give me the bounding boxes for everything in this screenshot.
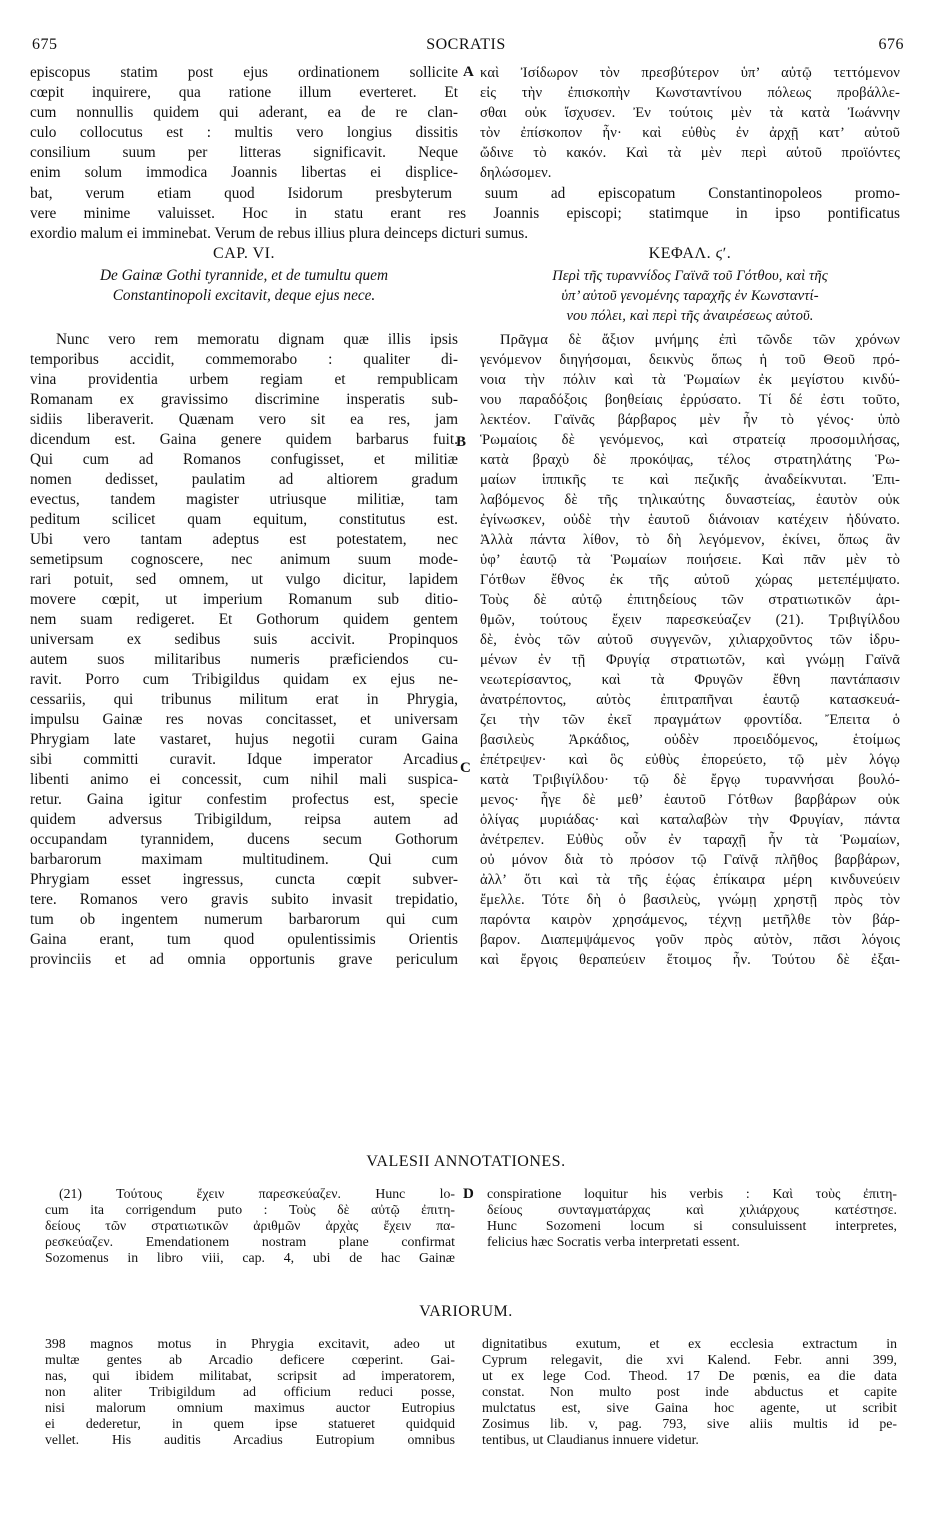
text-line: Nunc vero rem memoratu dignam quæ illis ipsis xyxy=(56,331,458,348)
text-line: Zosimus lib. v, pag. 793, sive aliis multis id pe- xyxy=(482,1416,897,1431)
text-line: ὑπ’ αὐτοῦ γενομένης ταραχῆς ἐν Κωνσταντί- xyxy=(561,288,819,304)
text-line: μαίων ἱππικῆς τε καὶ πεζικῆς ἀναδείκνυται. Ἐπι- xyxy=(480,472,900,488)
text-line: Romanam ex gravissimo discrimine insperatis sub- xyxy=(30,391,458,408)
text-line: Gaina erant, tum quod opulentissimis Orientis xyxy=(30,931,458,948)
text-line: universam ex sedibus suis accivit. Propinquos xyxy=(30,631,458,648)
text-line: cum nonnullis quidem qui aderant, ea de re clan- xyxy=(30,104,458,121)
text-line: peditum scilicet quam equitum, constitutus est. xyxy=(30,511,458,528)
text-line: βαρον. Διαπεμψάμενος γοῦν πρὸς αὐτὸν, πᾶσι λόγοις xyxy=(480,932,900,948)
text-line: λεκτέον. Γαϊνᾶς βάρβαρος μὲν ἦν τὸ γένος· ὑπὸ xyxy=(480,412,900,428)
annotations-left xyxy=(45,1186,455,1266)
text-line: tum ob ingentem numerum barbarorum qui cum xyxy=(30,911,458,928)
text-line: εἰς τὴν ἐπισκοπὴν Κωνσταντίνου πόλεως προβάλλε- xyxy=(480,85,900,101)
text-line: Ἀλλὰ πάντα λίθον, τὸ δὴ λεγόμενον, ἐκίνει, ὅπως ἂν xyxy=(480,532,900,548)
chapter-heading-greek: ΚΕΦΑΛ. ϛʹ. xyxy=(648,245,732,262)
text-line: Hunc Sozomeni locum si consuluissent interpretes, xyxy=(487,1218,897,1233)
text-line: provinciis et ad omnia opportunis grave periculum xyxy=(30,951,458,968)
text-line: ἀλλ’ ὅτι καὶ τὰ τῆς ἑῴας ἐπίκαιρα μέρη κινδυνεύειν xyxy=(480,872,900,888)
text-line: rari potuit, sed omnem, ut vulgo dicitur, lapidem xyxy=(30,571,458,588)
margin-letter-d: D xyxy=(463,1186,474,1202)
text-line: dignitatibus exutum, et ex ecclesia extractum in xyxy=(482,1336,897,1351)
chapter-subtitle-latin xyxy=(30,266,458,306)
text-line: ρεσκεύαζεν. Emendationem nostram plane confirmat xyxy=(45,1234,455,1249)
text-line: nomen dedisset, paulatim ad altiorem gradum xyxy=(30,471,458,488)
text-line: νεωτερίσαντος, καὶ τὰ Φρυγῶν ἔθνη παντάπασιν xyxy=(480,672,900,688)
text-line: dicendum est. Gaina genere quidem barbarus fuit. xyxy=(30,431,458,448)
text-line: nas, qui ibidem militabat, scripsit ad imperatorem, xyxy=(45,1368,455,1383)
text-line: γενόμενον διηγήσομαι, δεικνὺς ὅπως ἡ τοῦ Θεοῦ πρό- xyxy=(480,352,900,368)
text-line: μενος· ἦγε δὲ μεθ’ ἑαυτοῦ Γότθων βαρβάρων οὐκ xyxy=(480,792,900,808)
text-line: δείους συνταγματάρχας καὶ χιλιάρχους κατέστησε. xyxy=(487,1202,897,1217)
text-line: quidem adversus Tribigildum, reipsa autem ad xyxy=(30,811,458,828)
text-line: sidiis liberaverit. Quænam vero sit ea res, jam xyxy=(30,411,458,428)
text-line: Cyprum relegavit, die xvi Kalend. Febr. anni 399, xyxy=(482,1352,897,1367)
text-line: θμῶν, τούτους ἔχειν παρεσκεύαζεν (21). Τριβιγίλδου xyxy=(480,612,900,628)
text-line: δηλώσομεν. xyxy=(480,165,552,181)
text-line: νου παραδόξοις βοηθείαις ἐρρύσατο. Τί δέ ἐστι τοῦτο, xyxy=(480,392,900,408)
text-line: σθαι οὐκ ἴσχυσεν. Ἐν τούτοις μὲν τὰ κατὰ Ἰωάννην xyxy=(480,105,900,121)
text-line: οὐ μόνον διὰ τὸ πρόσον τῷ Γαϊνᾷ πλῆθος βαρβάρων, xyxy=(480,852,900,868)
chapter-subtitle-greek xyxy=(480,266,900,326)
text-line: occupandam tyrannidem, ducens secum Gothorum xyxy=(30,831,458,848)
text-line: consilium suum per litteras significavit. Neque xyxy=(30,144,458,161)
text-line: ἀνέτρεπεν. Εὐθὺς οὖν ἐν ταραχῇ ἦν τὰ Ῥωμαίων, xyxy=(480,832,900,848)
margin-letter-b: B xyxy=(456,434,467,450)
annotations-heading: VALESII ANNOTATIONES. xyxy=(366,1153,566,1170)
text-line: retur. Gaina igitur confestim profectus est, specie xyxy=(30,791,458,808)
text-line: Πρᾶγμα δὲ ἄξιον μνήμης ἐπὶ τῶνδε τῶν χρόνων xyxy=(500,332,900,348)
text-line: non aliter Tribigildum ad officium reduci posse, xyxy=(45,1384,455,1399)
text-line: cœpit inquirere, qua ratione illum everteret. Et xyxy=(30,84,458,101)
text-line: βασιλεὺς Ἀρκάδιος, οὐδὲν προειδόμενος, ἑτοίμως xyxy=(480,732,900,748)
text-line: mulctatus est, sive Gaina hoc agente, ut scribit xyxy=(482,1400,897,1415)
margin-letter-c: C xyxy=(460,760,471,776)
text-line: καὶ Ἰσίδωρον τὸν πρεσβύτερον ὑπ’ αὐτῷ τεττόμενον xyxy=(480,65,900,81)
text-line: De Gainæ Gothi tyrannide, et de tumultu quem xyxy=(99,267,389,284)
text-line: Ubi vero tantam adeptus est potestatem, nec xyxy=(30,531,458,548)
text-line: impulsu Gainæ res novas concitasset, et universam xyxy=(30,711,458,728)
text-line: κατὰ Τριβιγίλδου· τῷ δὲ ἔργῳ τυραννήσαι βουλό- xyxy=(480,772,900,788)
body-greek-column xyxy=(480,330,900,970)
top-greek-column xyxy=(480,63,900,183)
margin-letter-a: A xyxy=(463,64,474,80)
text-line: temporibus accidit, commemorabo : qualiter di- xyxy=(30,351,458,368)
text-line: vellet. His auditis Arcadius Eutropium omnibus xyxy=(45,1432,455,1447)
text-line: (21) Τούτους ἔχειν παρεσκεύαζεν. Hunc lo- xyxy=(59,1186,455,1201)
text-line: felicius hæc Socratis verba interpretati essent. xyxy=(487,1234,740,1249)
text-line: Qui cum ad Romanos confugisset, et militiæ xyxy=(30,451,458,468)
text-line: multæ gentes ab Arcadio deficere cœperint. Gai- xyxy=(45,1352,455,1367)
text-line: ὀλίγας μυριάδας· καὶ καταλαβὼν τὴν Φρυγίαν, πάντα xyxy=(480,812,900,828)
text-line: tentibus, ut Claudianus innuere videtur. xyxy=(482,1432,699,1447)
text-line: Sozomenus in libro viii, cap. 4, ubi de hac Gainæ xyxy=(45,1250,455,1265)
top-latin-column xyxy=(30,63,458,183)
page-number-right: 676 xyxy=(878,36,904,53)
running-title: SOCRATIS xyxy=(426,36,506,53)
variorum-heading: VARIORUM. xyxy=(419,1303,513,1320)
text-line: ἐπέτρεψεν· καὶ ὃς εὐθὺς ἐπορεύετο, τῷ μὲν λόγῳ xyxy=(480,752,900,768)
text-line: νου πόλει, καὶ περὶ τῆς ἀναιρέσεως αὐτοῦ. xyxy=(566,308,814,324)
page-number-left: 675 xyxy=(32,36,58,53)
text-line: τὸν ἐπίσκοπον ἦν· καὶ εὐθὺς ἐν ἀρχῇ κατ’ αὐτοῦ xyxy=(480,125,900,141)
body-latin-column xyxy=(30,330,458,970)
text-line: ὑφ’ ἑαυτῷ τὰ Ῥωμαίων ποιήσειε. Καὶ πᾶν μὲν τὸ xyxy=(480,552,900,568)
text-line: ἐγίνωσκεν, οὐδὲ τὴν ἑαυτοῦ διάνοιαν κατέχειν ἠδύνατο. xyxy=(480,512,900,528)
chapter-heading-latin: CAP. VI. xyxy=(213,245,275,262)
text-line: ζει τὴν τῶν ἐκεῖ πραγμάτων φροντίδα. Ἔπειτα ὁ xyxy=(480,712,900,728)
text-line: ἔμελλε. Τότε δὴ ὁ βασιλεὺς, γνώμῃ χρηστῇ πρὸς τὸν xyxy=(480,892,900,908)
text-line: tere. Romanos vero gravis subito invasit trepidatio, xyxy=(30,891,458,908)
text-line: Constantinopoli excitavit, deque ejus nece. xyxy=(112,287,376,304)
variorum-right xyxy=(482,1336,897,1448)
text-line: episcopus statim post ejus ordinationem sollicite xyxy=(30,64,458,81)
text-line: cum ita corrigendum puto : Τοὺς δὲ αὐτῷ ἐπιτη- xyxy=(45,1202,455,1217)
top-full-width-text xyxy=(30,184,900,244)
text-line: ὤδινε τὸ κακόν. Καὶ τὰ μὲν περὶ αὐτοῦ προϊόντες xyxy=(480,145,900,161)
text-line: exordio malum ei imminebat. Verum de rebus illius plura deinceps dicturi sumus. xyxy=(30,225,529,242)
text-line: ut ex lege Cod. Theod. 17 De pœnis, ea die data xyxy=(482,1368,897,1383)
text-line: culo collocutus est : multis vero longius dissitis xyxy=(30,124,458,141)
text-line: bat, verum etiam quod Isidorum presbyterum suum ad episcopatum Constantinopoleos promo- xyxy=(30,185,900,202)
annotations-right xyxy=(487,1186,897,1250)
text-line: constat. Non multo post inde abductus et capite xyxy=(482,1384,897,1399)
text-line: Τοὺς δὲ αὐτῷ ἐπιτηδείους τῶν στρατιωτικῶν ἀρι- xyxy=(480,592,900,608)
text-line: Γότθων ἔθνος ἐκ τῆς αὐτοῦ χώρας μετεπέμψατο. xyxy=(480,572,900,588)
text-line: δὲ, ἑνὸς τῶν αὐτοῦ συγγενῶν, χιλιαρχοῦντος τῶν ἱδρυ- xyxy=(480,632,900,648)
text-line: semetipsum cognoscere, nec animum suum mode- xyxy=(30,551,458,568)
text-line: conspiratione loquitur his verbis : Καὶ τοὺς ἐπιτη- xyxy=(487,1186,897,1201)
text-line: κατὰ βραχὺ δὲ προκόψας, τέλος στρατηλάτης Ῥω- xyxy=(480,452,900,468)
variorum-left xyxy=(45,1336,455,1448)
text-line: δείους τῶν στρατιωτικῶν ἀριθμῶν ἀρχὰς ἔχειν πα- xyxy=(45,1218,455,1233)
text-line: νοια τὴν πόλιν καὶ τὰ Ῥωμαίων ἐκ μεγίστου κινδύ- xyxy=(480,372,900,388)
text-line: movere cœpit, ut imperium Romanum sub ditio- xyxy=(30,591,458,608)
text-line: nisi malorum omnium maximus auctor Eutropius xyxy=(45,1400,455,1415)
text-line: vere minime valuisset. Hoc in statu erant res Joannis episcopi; statimque in ipso pontificatus xyxy=(30,205,900,222)
text-line: ravit. Porro cum Tribigildus quidam ex ejus ne- xyxy=(30,671,458,688)
text-line: barbarorum maximam multitudinem. Qui cum xyxy=(30,851,458,868)
text-line: Περὶ τῆς τυραννίδος Γαϊνᾶ τοῦ Γότθου, καὶ τῆς xyxy=(552,268,828,284)
text-line: evectus, tandem magister utriusque militiæ, tam xyxy=(30,491,458,508)
text-line: ei dederetur, in quem ipse statueret quidquid xyxy=(45,1416,455,1431)
text-line: Ῥωμαίοις δὲ γενόμενος, καὶ στρατείᾳ προσομιλήσας, xyxy=(480,432,900,448)
text-line: nem suam redigeret. Et Gothorum quidem gentem xyxy=(30,611,458,628)
text-line: autem suos militaribus numeris præficiendos cu- xyxy=(30,651,458,668)
text-line: Phrygiam late vastaret, hujus negotii curam Gaina xyxy=(30,731,458,748)
text-line: λαβόμενος δὲ τῆς τηλικαύτης δυναστείας, ἑαυτὸν οὐκ xyxy=(480,492,900,508)
text-line: cessariis, qui tribunus militum erat in Phrygia, xyxy=(30,691,458,708)
text-line: Phrygiam esset ingressus, cuncta cœpit subver- xyxy=(30,871,458,888)
text-line: καὶ ἔργοις θεραπεύειν ἕτοιμος ἦν. Τούτου δὲ ἐξαι- xyxy=(480,952,900,968)
text-line: enim solum immodica Joannis libertas ei displice- xyxy=(30,164,458,181)
text-line: 398 magnos motus in Phrygia excitavit, adeo ut xyxy=(45,1336,455,1351)
text-line: μένων ἐν τῇ Φρυγίᾳ στρατιωτῶν, καὶ γνώμῃ Γαϊνᾶ xyxy=(480,652,900,668)
text-line: sibi committi curavit. Idque imperator Arcadius xyxy=(30,751,458,768)
text-line: libenti animo ei concessit, cum nihil mali suspica- xyxy=(30,771,458,788)
text-line: ἀνατρέποντος, αὐτὸς ἐπιτραπῆναι ἑαυτῷ κατασκευά- xyxy=(480,692,900,708)
text-line: παρόντα καιρὸν χρησάμενος, τέχνῃ μετῆλθε τὸν βάρ- xyxy=(480,912,900,928)
text-line: vina providentia urbem regiam et rempublicam xyxy=(30,371,458,388)
